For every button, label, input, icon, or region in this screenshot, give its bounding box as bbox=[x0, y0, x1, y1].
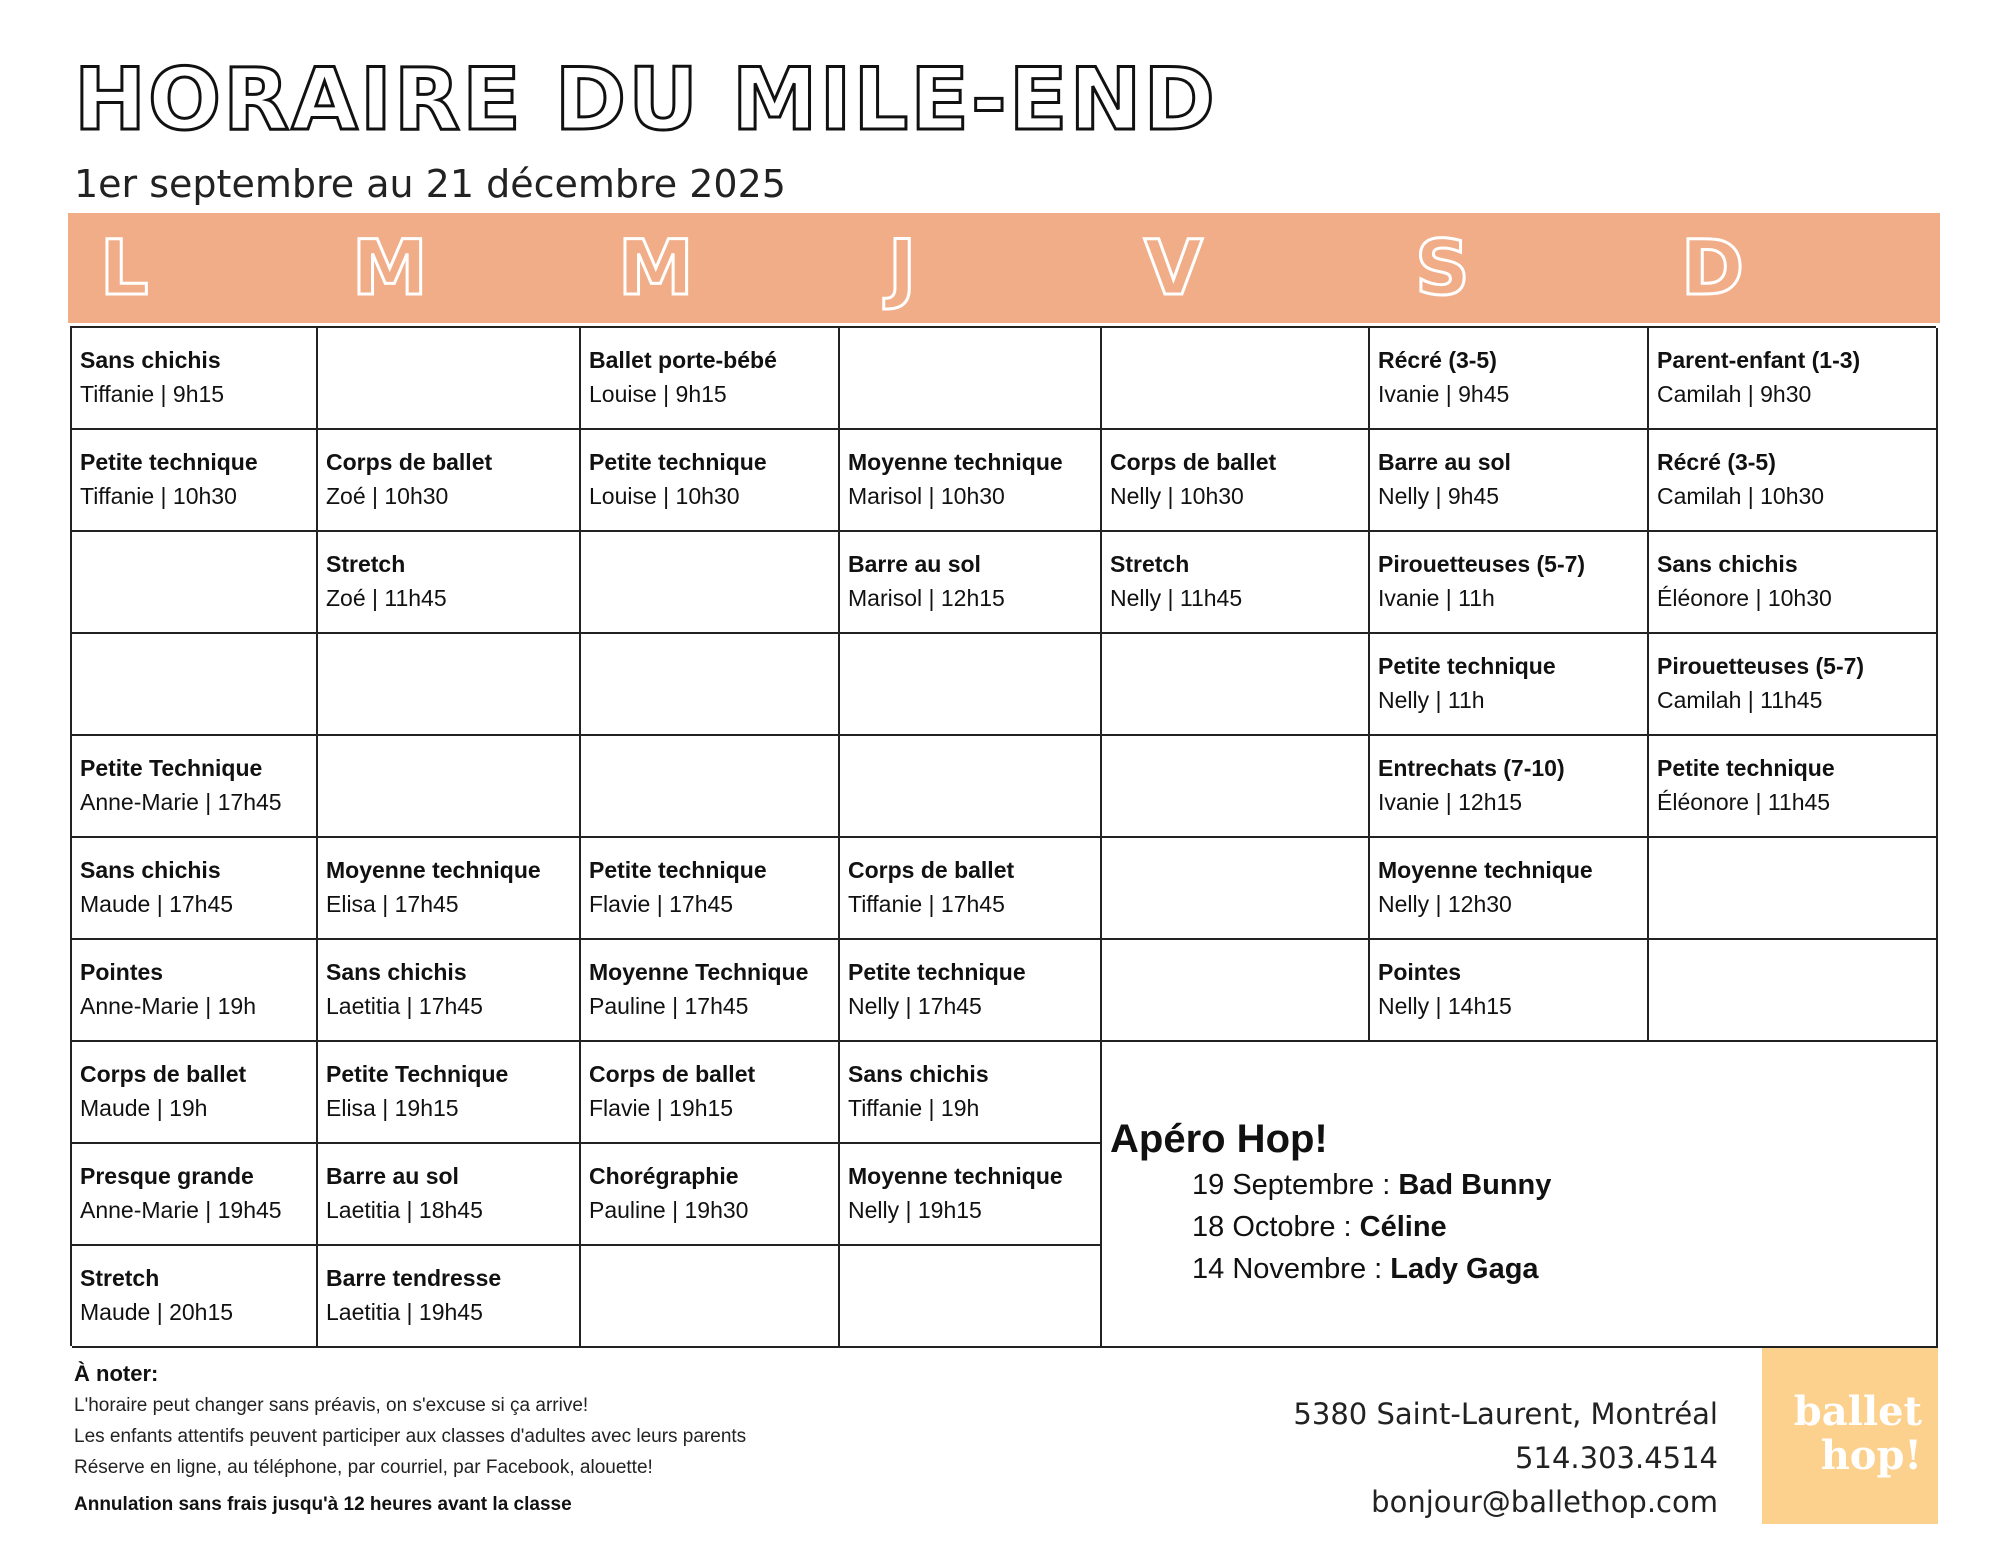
class-name: Petite Technique bbox=[80, 755, 263, 781]
class-name: Pirouetteuses (5-7) bbox=[1378, 551, 1586, 577]
email-address: bonjour@ballethop.com bbox=[1371, 1485, 1718, 1519]
class-teacher-time: Tiffanie | 9h15 bbox=[80, 381, 225, 407]
class-name: Sans chichis bbox=[80, 857, 221, 883]
class-teacher-time: Elisa | 19h15 bbox=[326, 1095, 459, 1121]
notes-section bbox=[74, 1358, 1074, 1520]
notes-title: À noter: bbox=[74, 1361, 159, 1386]
page-title: HORAIRE DU MILE-END bbox=[74, 50, 1217, 150]
class-teacher-time: Louise | 10h30 bbox=[589, 483, 740, 509]
class-cell bbox=[840, 328, 1102, 430]
class-cell bbox=[581, 328, 840, 430]
class-cell bbox=[1649, 532, 1938, 634]
class-cell bbox=[72, 634, 318, 736]
class-cell bbox=[72, 838, 318, 940]
class-cell bbox=[840, 634, 1102, 736]
address: 5380 Saint-Laurent, Montréal bbox=[1293, 1397, 1718, 1431]
event-artist: Céline bbox=[1359, 1211, 1447, 1243]
class-name: Corps de ballet bbox=[848, 857, 1015, 883]
class-cell bbox=[1102, 634, 1370, 736]
class-cell bbox=[1102, 736, 1370, 838]
class-cell bbox=[72, 940, 318, 1042]
class-cell bbox=[72, 532, 318, 634]
class-cell bbox=[840, 838, 1102, 940]
class-cell bbox=[318, 736, 581, 838]
class-name: Entrechats (7-10) bbox=[1378, 755, 1565, 781]
class-teacher-time: Pauline | 19h30 bbox=[589, 1197, 749, 1223]
event-artist: Lady Gaga bbox=[1390, 1253, 1539, 1285]
class-teacher-time: Marisol | 12h15 bbox=[848, 585, 1005, 611]
class-teacher-time: Nelly | 19h15 bbox=[848, 1197, 982, 1223]
class-cell bbox=[581, 532, 840, 634]
class-name: Barre au sol bbox=[848, 551, 981, 577]
day-tuesday: M bbox=[352, 223, 428, 312]
class-cell bbox=[840, 736, 1102, 838]
class-cell bbox=[1370, 328, 1649, 430]
class-name: Corps de ballet bbox=[589, 1061, 756, 1087]
class-cell bbox=[318, 940, 581, 1042]
class-name: Barre au sol bbox=[326, 1163, 459, 1189]
weekday-header-bar bbox=[68, 213, 1940, 323]
class-name: Sans chichis bbox=[80, 347, 221, 373]
event-date: 14 Novembre bbox=[1192, 1253, 1367, 1285]
class-teacher-time: Maude | 19h bbox=[80, 1095, 208, 1121]
class-cell bbox=[581, 430, 840, 532]
class-name: Pirouetteuses (5-7) bbox=[1657, 653, 1865, 679]
class-name: Pointes bbox=[80, 959, 164, 985]
class-cell bbox=[72, 430, 318, 532]
class-teacher-time: Éléonore | 11h45 bbox=[1657, 789, 1831, 815]
apero-event bbox=[1110, 1164, 1936, 1206]
event-separator: : bbox=[1366, 1253, 1391, 1285]
class-name: Petite technique bbox=[589, 449, 767, 475]
class-name: Stretch bbox=[326, 551, 406, 577]
class-teacher-time: Maude | 20h15 bbox=[80, 1299, 234, 1325]
class-teacher-time: Flavie | 19h15 bbox=[589, 1095, 734, 1121]
class-cell bbox=[1102, 328, 1370, 430]
class-teacher-time: Ivanie | 9h45 bbox=[1378, 381, 1510, 407]
class-cell bbox=[1649, 328, 1938, 430]
note-line: Réserve en ligne, au téléphone, par courriel, par Facebook, alouette! bbox=[74, 1457, 653, 1478]
apero-event bbox=[1110, 1248, 1936, 1290]
day-thursday: J bbox=[888, 223, 917, 312]
class-name: Barre tendresse bbox=[326, 1265, 502, 1291]
class-cell bbox=[318, 430, 581, 532]
class-cell bbox=[581, 634, 840, 736]
class-name: Moyenne technique bbox=[848, 449, 1063, 475]
class-cell bbox=[318, 838, 581, 940]
class-teacher-time: Nelly | 17h45 bbox=[848, 993, 982, 1019]
class-name: Petite technique bbox=[1378, 653, 1556, 679]
class-name: Moyenne Technique bbox=[589, 959, 809, 985]
class-cell bbox=[581, 1246, 840, 1348]
class-cell bbox=[318, 634, 581, 736]
class-name: Barre au sol bbox=[1378, 449, 1511, 475]
class-cell bbox=[72, 1042, 318, 1144]
class-cell bbox=[318, 1042, 581, 1144]
class-name: Stretch bbox=[1110, 551, 1190, 577]
class-cell bbox=[72, 1144, 318, 1246]
event-date: 19 Septembre bbox=[1192, 1169, 1375, 1201]
class-cell bbox=[1370, 430, 1649, 532]
class-teacher-time: Tiffanie | 17h45 bbox=[848, 891, 1005, 917]
class-cell bbox=[581, 1042, 840, 1144]
event-artist: Bad Bunny bbox=[1398, 1169, 1552, 1201]
class-teacher-time: Anne-Marie | 17h45 bbox=[80, 789, 282, 815]
class-cell bbox=[581, 1144, 840, 1246]
contact-info bbox=[1293, 1392, 1718, 1524]
class-teacher-time: Marisol | 10h30 bbox=[848, 483, 1005, 509]
class-teacher-time: Anne-Marie | 19h bbox=[80, 993, 257, 1019]
class-cell bbox=[1370, 736, 1649, 838]
class-name: Moyenne technique bbox=[326, 857, 541, 883]
class-cell bbox=[318, 328, 581, 430]
class-name: Stretch bbox=[80, 1265, 160, 1291]
class-cell bbox=[581, 736, 840, 838]
class-teacher-time: Camilah | 10h30 bbox=[1657, 483, 1825, 509]
day-friday: V bbox=[1144, 223, 1203, 312]
class-name: Petite technique bbox=[1657, 755, 1835, 781]
class-teacher-time: Laetitia | 18h45 bbox=[326, 1197, 483, 1223]
class-cell bbox=[1649, 430, 1938, 532]
class-name: Sans chichis bbox=[848, 1061, 989, 1087]
class-teacher-time: Ivanie | 11h bbox=[1378, 585, 1495, 611]
class-cell bbox=[318, 1246, 581, 1348]
logo-line: hop! bbox=[1820, 1432, 1922, 1479]
apero-event bbox=[1110, 1206, 1936, 1248]
class-name: Chorégraphie bbox=[589, 1163, 739, 1189]
class-name: Petite Technique bbox=[326, 1061, 509, 1087]
class-teacher-time: Anne-Marie | 19h45 bbox=[80, 1197, 282, 1223]
class-name: Pointes bbox=[1378, 959, 1462, 985]
class-name: Petite technique bbox=[848, 959, 1026, 985]
day-sunday: D bbox=[1681, 223, 1745, 312]
class-name: Presque grande bbox=[80, 1163, 254, 1189]
class-name: Récré (3-5) bbox=[1657, 449, 1776, 475]
class-name: Corps de ballet bbox=[80, 1061, 247, 1087]
class-name: Petite technique bbox=[589, 857, 767, 883]
class-teacher-time: Camilah | 11h45 bbox=[1657, 687, 1823, 713]
class-teacher-time: Laetitia | 17h45 bbox=[326, 993, 483, 1019]
day-wednesday: M bbox=[618, 223, 694, 312]
class-teacher-time: Camilah | 9h30 bbox=[1657, 381, 1812, 407]
class-teacher-time: Elisa | 17h45 bbox=[326, 891, 459, 917]
class-name: Corps de ballet bbox=[1110, 449, 1277, 475]
class-teacher-time: Louise | 9h15 bbox=[589, 381, 727, 407]
class-cell bbox=[840, 1144, 1102, 1246]
class-cell bbox=[1102, 532, 1370, 634]
class-cell bbox=[1370, 940, 1649, 1042]
class-name: Moyenne technique bbox=[848, 1163, 1063, 1189]
class-name: Parent-enfant (1-3) bbox=[1657, 347, 1861, 373]
note-line: L'horaire peut changer sans préavis, on s'excuse si ça arrive! bbox=[74, 1395, 589, 1416]
class-name: Récré (3-5) bbox=[1378, 347, 1497, 373]
logo-text bbox=[1794, 1390, 1922, 1478]
cancellation-policy: Annulation sans frais jusqu'à 12 heures avant la classe bbox=[74, 1494, 572, 1515]
class-cell bbox=[318, 1144, 581, 1246]
class-teacher-time: Nelly | 9h45 bbox=[1378, 483, 1500, 509]
logo-line: ballet bbox=[1793, 1388, 1922, 1435]
day-saturday: S bbox=[1415, 223, 1470, 312]
class-cell bbox=[840, 940, 1102, 1042]
class-teacher-time: Pauline | 17h45 bbox=[589, 993, 749, 1019]
event-separator: : bbox=[1335, 1211, 1360, 1243]
class-name: Moyenne technique bbox=[1378, 857, 1593, 883]
event-separator: : bbox=[1374, 1169, 1399, 1201]
class-teacher-time: Nelly | 10h30 bbox=[1110, 483, 1244, 509]
class-cell bbox=[1370, 838, 1649, 940]
class-name: Sans chichis bbox=[1657, 551, 1798, 577]
note-line: Les enfants attentifs peuvent participer aux classes d'adultes avec leurs parents bbox=[74, 1426, 747, 1447]
class-cell bbox=[840, 1246, 1102, 1348]
class-name: Corps de ballet bbox=[326, 449, 493, 475]
class-cell bbox=[1102, 430, 1370, 532]
class-cell bbox=[72, 736, 318, 838]
day-monday: L bbox=[100, 223, 149, 312]
class-cell bbox=[581, 838, 840, 940]
class-teacher-time: Flavie | 17h45 bbox=[589, 891, 734, 917]
phone-number: 514.303.4514 bbox=[1515, 1441, 1718, 1475]
schedule-grid bbox=[70, 326, 1936, 1346]
class-teacher-time: Éléonore | 10h30 bbox=[1657, 585, 1832, 611]
class-teacher-time: Nelly | 11h45 bbox=[1110, 585, 1243, 611]
class-name: Ballet porte-bébé bbox=[589, 347, 777, 373]
class-teacher-time: Nelly | 11h bbox=[1378, 687, 1485, 713]
class-cell bbox=[840, 1042, 1102, 1144]
class-cell bbox=[1102, 838, 1370, 940]
class-cell bbox=[581, 940, 840, 1042]
class-cell bbox=[1649, 838, 1938, 940]
class-cell bbox=[1102, 940, 1370, 1042]
class-cell bbox=[840, 532, 1102, 634]
class-teacher-time: Tiffanie | 10h30 bbox=[80, 483, 237, 509]
class-cell bbox=[72, 1246, 318, 1348]
date-range-subtitle: 1er septembre au 21 décembre 2025 bbox=[74, 162, 786, 206]
class-teacher-time: Zoé | 10h30 bbox=[326, 483, 449, 509]
class-name: Petite technique bbox=[80, 449, 258, 475]
class-teacher-time: Maude | 17h45 bbox=[80, 891, 234, 917]
class-teacher-time: Nelly | 14h15 bbox=[1378, 993, 1512, 1019]
class-teacher-time: Zoé | 11h45 bbox=[326, 585, 447, 611]
class-teacher-time: Laetitia | 19h45 bbox=[326, 1299, 483, 1325]
ballet-hop-logo bbox=[1762, 1348, 1938, 1524]
class-teacher-time: Ivanie | 12h15 bbox=[1378, 789, 1523, 815]
apero-hop-box bbox=[1102, 1042, 1938, 1348]
apero-title: Apéro Hop! bbox=[1110, 1117, 1328, 1161]
class-teacher-time: Tiffanie | 19h bbox=[848, 1095, 980, 1121]
class-teacher-time: Nelly | 12h30 bbox=[1378, 891, 1512, 917]
class-cell bbox=[840, 430, 1102, 532]
class-cell bbox=[1370, 532, 1649, 634]
class-name: Sans chichis bbox=[326, 959, 467, 985]
class-cell bbox=[318, 532, 581, 634]
class-cell bbox=[1370, 634, 1649, 736]
class-cell bbox=[72, 328, 318, 430]
class-cell bbox=[1649, 940, 1938, 1042]
class-cell bbox=[1649, 634, 1938, 736]
class-cell bbox=[1649, 736, 1938, 838]
event-date: 18 Octobre bbox=[1192, 1211, 1336, 1243]
